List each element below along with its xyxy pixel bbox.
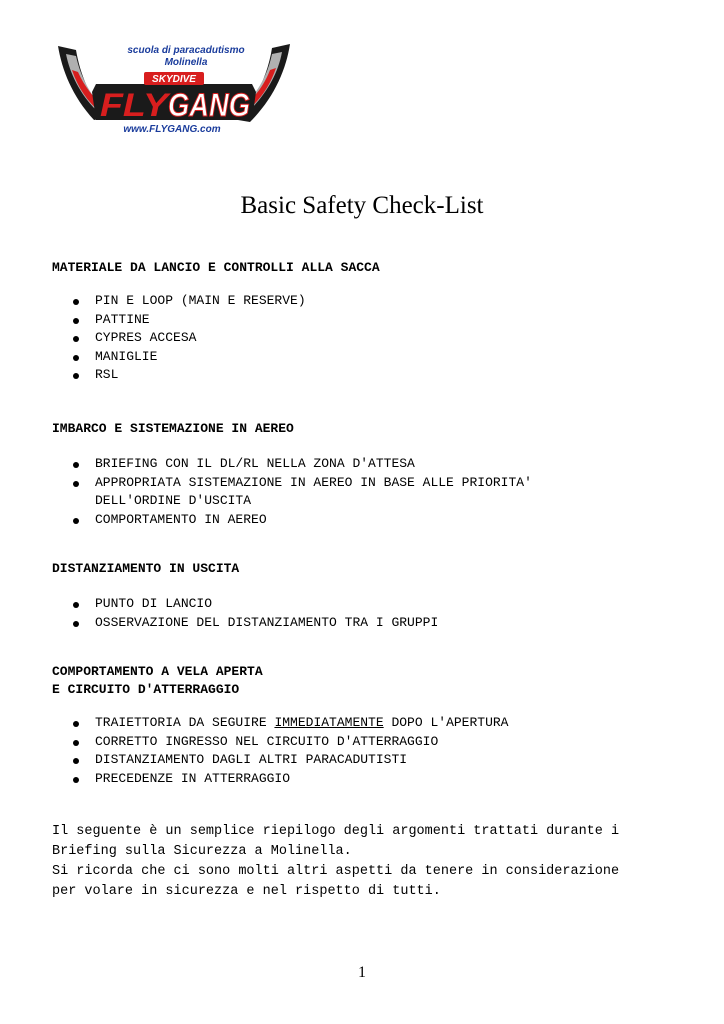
section-heading: IMBARCO E SISTEMAZIONE IN AEREO: [52, 421, 294, 436]
list-item-text: MANIGLIE: [95, 348, 158, 364]
list-item-text: COMPORTAMENTO IN AEREO: [95, 511, 267, 527]
logo-brand-left: FLY: [100, 87, 172, 123]
section-vela-aperta: [52, 662, 682, 788]
list-item-text: OSSERVAZIONE DEL DISTANZIAMENTO TRA I GRUPPI: [95, 614, 439, 630]
bullet-list: [52, 292, 682, 385]
list-item-text: RSL: [95, 367, 119, 382]
bullet-icon: [73, 318, 79, 324]
list-item-text: DOPO L'APERTURA: [383, 715, 509, 730]
flygang-logo: [56, 40, 292, 136]
bullet-icon: [73, 758, 79, 764]
list-item-text: PUNTO DI LANCIO: [95, 596, 213, 611]
section-heading-line1: COMPORTAMENTO A VELA APERTA: [52, 664, 263, 679]
list-item-text: DISTANZIAMENTO DAGLI ALTRI PARACADUTISTI: [95, 752, 408, 767]
list-item: [52, 311, 682, 330]
list-item: [52, 770, 682, 789]
page-number: 1: [358, 964, 366, 981]
section-distanziamento: [52, 559, 682, 632]
logo-brand-right: GANG: [168, 87, 250, 123]
list-item-text: TRAIETTORIA DA SEGUIRE: [95, 715, 275, 730]
list-item: [52, 714, 682, 733]
list-item: [52, 455, 682, 474]
list-item-text: PATTINE: [95, 311, 150, 327]
section-materiale: [52, 258, 682, 385]
section-heading: MATERIALE DA LANCIO E CONTROLLI ALLA SACCA: [52, 260, 380, 275]
bullet-icon: [73, 462, 79, 468]
bullet-icon: [73, 518, 79, 524]
underlined-emphasis: IMMEDIATAMENTE: [274, 715, 384, 730]
list-item-text: APPROPRIATA SISTEMAZIONE IN AEREO IN BASE ALLE PRIORITA': [95, 474, 532, 490]
bullet-icon: [73, 602, 79, 608]
bullet-icon: [73, 336, 79, 342]
page-title: [0, 192, 724, 220]
summary-line: per volare in sicurezza e nel rispetto di tutti.: [52, 884, 441, 899]
section-imbarco: [52, 419, 682, 529]
list-item: [52, 614, 682, 633]
bullet-icon: [73, 621, 79, 627]
list-item: [52, 595, 682, 614]
section-heading-line2: E CIRCUITO D'ATTERRAGGIO: [52, 682, 240, 697]
list-item: [52, 348, 682, 367]
summary-line: Il seguente è un semplice riepilogo degli argomenti trattati durante i: [52, 824, 620, 839]
list-item-text: BRIEFING CON IL DL/RL NELLA ZONA D'ATTESA: [95, 456, 415, 471]
bullet-icon: [73, 355, 79, 361]
section-heading: DISTANZIAMENTO IN USCITA: [52, 561, 240, 576]
bullet-icon: [73, 481, 79, 487]
list-item: [52, 733, 682, 752]
list-item-text: CYPRES ACCESA: [95, 330, 197, 345]
logo-town-line: Molinella: [164, 57, 208, 68]
bullet-list: [52, 714, 682, 788]
bullet-icon: [73, 777, 79, 783]
bullet-list: [52, 595, 682, 632]
list-item: [52, 329, 682, 348]
list-item-continuation: [52, 492, 682, 511]
summary-paragraph: [52, 822, 692, 902]
list-item-text: PIN E LOOP (MAIN E RESERVE): [95, 293, 306, 308]
list-item: [52, 751, 682, 770]
logo-url: www.FLYGANG.com: [123, 124, 221, 135]
logo-badge: SKYDIVE: [152, 74, 196, 85]
bullet-icon: [73, 740, 79, 746]
list-item-text: PRECEDENZE IN ATTERRAGGIO: [95, 770, 291, 786]
list-item: [52, 292, 682, 311]
bullet-list: [52, 455, 682, 529]
bullet-icon: [73, 299, 79, 305]
list-item: [52, 366, 682, 385]
bullet-icon: [73, 721, 79, 727]
list-item-text: CORRETTO INGRESSO NEL CIRCUITO D'ATTERRAGGIO: [95, 733, 439, 749]
logo-school-line: scuola di paracadutismo: [127, 45, 245, 56]
list-item: [52, 511, 682, 530]
list-item-text: DELL'ORDINE D'USCITA: [95, 493, 252, 508]
summary-line: Si ricorda che ci sono molti altri aspetti da tenere in considerazione: [52, 864, 620, 879]
summary-line: Briefing sulla Sicurezza a Molinella.: [52, 844, 352, 859]
list-item: [52, 474, 682, 493]
page-title-text: Basic Safety Check-List: [240, 192, 484, 219]
bullet-icon: [73, 373, 79, 379]
